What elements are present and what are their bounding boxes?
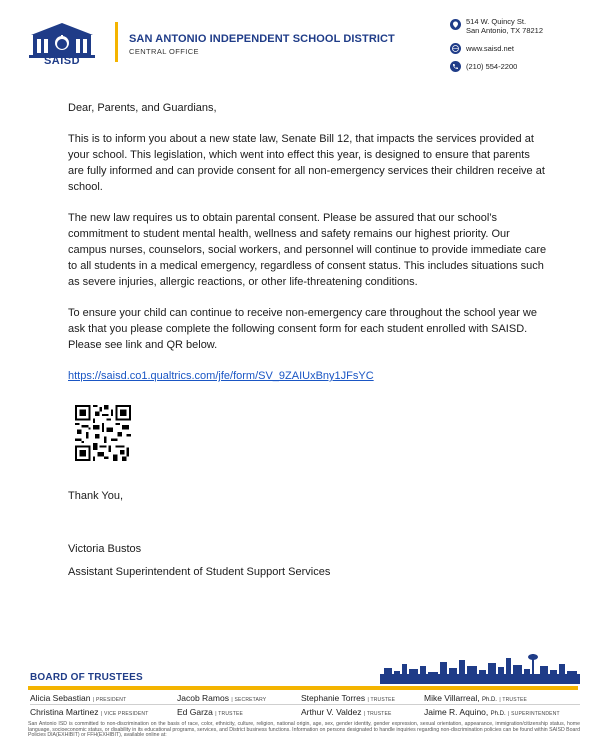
paragraph-1: This is to inform you about a new state law, Senate Bill 12, that impacts the services provided at your school. This legislation, which went into effect this year, is designed to ensure that parents are fully informed and can provide consent for all non-emergency services their children receive at school. <box>68 133 545 193</box>
contact-phone <box>450 60 600 76</box>
website-link[interactable]: www.saisd.net <box>466 44 514 53</box>
trustee: Alicia Sebastian | PRESIDENT <box>30 693 127 703</box>
trustee: Jaime R. Aquino, Ph.D. | SUPERINTENDENT <box>424 707 560 717</box>
letter-body <box>68 100 548 384</box>
trustee: Jacob Ramos | SECRETARY <box>177 693 267 703</box>
trustee: Christina Martinez | VICE PRESIDENT <box>30 707 149 717</box>
non-discrimination-disclaimer: San Antonio ISD is committed to non-discrimination on the basis of race, color, ethnicity, culture, religion, national origin, age, sex, gender identity, gender expression, sexual orientation, appearance, immigration/citizenship status, home language, socioeconomic status, or disability in its educational programs, services, and District business functions. Information on persons designated to handle inquiries regarding non-discrimination policies can be found within SAISD Board Policies DIA(EXHIBIT) or FFH(EXHIBIT), available online at: <box>28 721 580 739</box>
logo-text: SAISD <box>43 55 81 67</box>
consent-form-link[interactable]: https://saisd.co1.qualtrics.com/jfe/form/SV_9ZAIUxBny1JFsYC <box>68 370 374 382</box>
closing: Thank You, <box>68 490 124 502</box>
signer-name: Victoria Bustos <box>68 543 142 555</box>
contact-block <box>450 18 600 78</box>
district-name: SAN ANTONIO INDEPENDENT SCHOOL DISTRICT <box>129 33 395 45</box>
phone-number: (210) 554-2200 <box>466 62 518 71</box>
paragraph-2: The new law requires us to obtain parental consent. Please be assured that our school’s commitment to student mental health, wellness and safety remains our highest priority. Our campus nurses, counselors, social workers, and personnel will continue to provide immediate care to all students in a medical emergency, regardless of consent status. This includes situations such as severe injuries, allergic reactions, or other life-threatening conditions. <box>68 212 547 288</box>
header-divider <box>115 22 118 62</box>
contact-address <box>450 18 600 40</box>
trustee: Ed Garza | TRUSTEE <box>177 707 244 717</box>
trustees-list <box>30 693 580 719</box>
letterhead <box>0 0 607 80</box>
trustee: Stephanie Torres | TRUSTEE <box>301 693 396 703</box>
trustees-row-2 <box>30 707 580 719</box>
trustees-divider <box>30 704 580 705</box>
qr-code[interactable] <box>75 405 131 461</box>
signer-title: Assistant Superintendent of Student Support Services <box>68 566 331 578</box>
address-line-2: San Antonio, TX 78212 <box>466 25 544 35</box>
phone-icon <box>450 61 461 72</box>
globe-icon <box>450 43 461 54</box>
greeting: Dear, Parents, and Guardians, <box>68 102 217 114</box>
city-skyline-icon <box>380 652 580 684</box>
board-title: BOARD OF TRUSTEES <box>30 672 143 683</box>
trustee: Mike Villarreal, Ph.D. | TRUSTEE <box>424 693 528 703</box>
paragraph-3: To ensure your child can continue to receive non-emergency care throughout the school year we ask that you please complete the following consent form for each student enrolled with SAISD. Please see link and QR below. <box>68 307 537 351</box>
contact-website <box>450 42 600 58</box>
address-line-1: 514 W. Quincy St. <box>466 17 527 26</box>
location-pin-icon <box>450 19 461 30</box>
footer-accent-line <box>28 686 578 690</box>
office-name: CENTRAL OFFICE <box>129 47 199 56</box>
trustees-row-1 <box>30 693 580 705</box>
trustee: Arthur V. Valdez | TRUSTEE <box>301 707 392 717</box>
